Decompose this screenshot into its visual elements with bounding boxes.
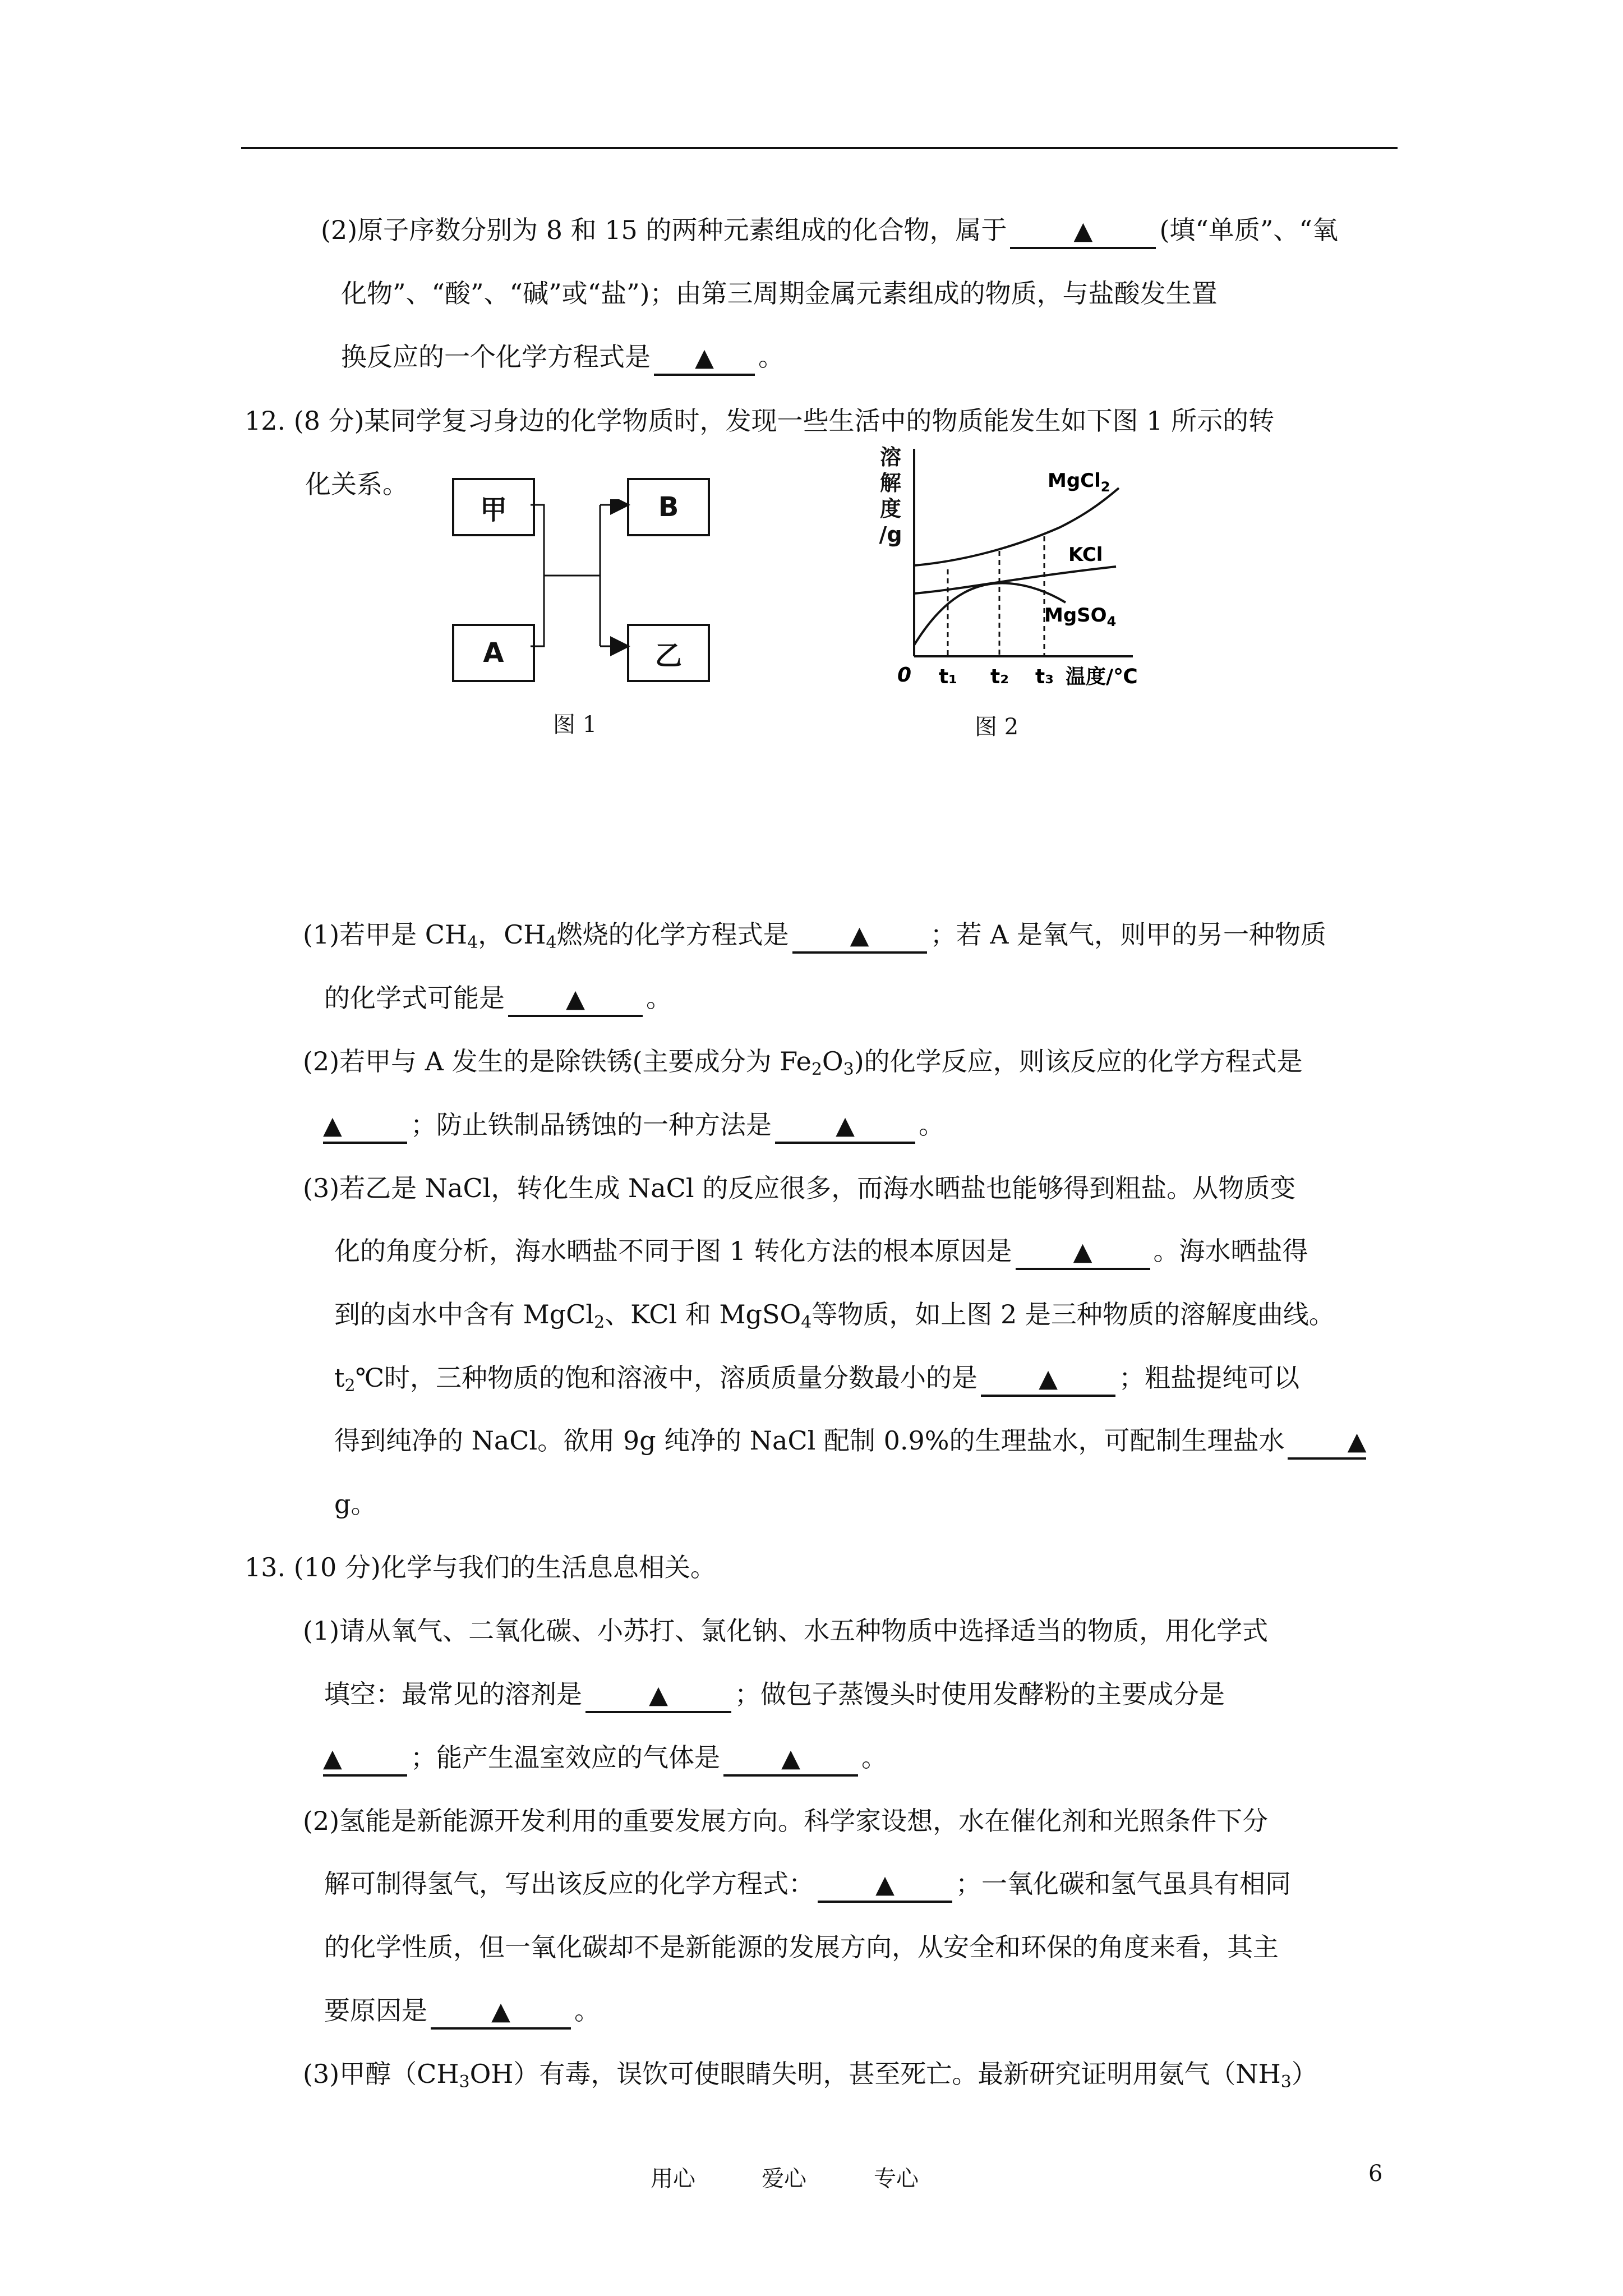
answer-blank[interactable]: ▲ [585,1678,731,1713]
q13-1-line2: 填空：最常见的溶剂是 ▲ ；做包子蒸馒头时使用发酵粉的主要成分是 [324,1677,1225,1713]
series-label-MgSO4: MgSO$_4$ [1044,604,1117,629]
ylabel-char: 解 [879,471,901,495]
box-A: A [452,624,535,682]
answer-blank[interactable]: ▲ [654,341,755,376]
header-rule [241,147,1398,149]
q13-2-line1: (2)氢能是新能源开发利用的重要发展方向。科学家设想，水在催化剂和光照条件下分 [303,1806,1269,1836]
answer-blank[interactable]: ▲ [323,1109,407,1144]
x-tick-t3: t₃ [1035,665,1054,688]
q13-2-line2: 解可制得氢气，写出该反应的化学方程式： ▲ ；一氧化碳和氢气虽具有相同 [324,1867,1291,1903]
solubility-chart [897,443,1155,696]
series-line-MgSO4 [914,583,1066,645]
answer-blank[interactable]: ▲ [792,919,927,954]
box-jia: 甲 [452,478,535,536]
series-label-KCl: KCl [1068,544,1103,566]
footer-word: 爱心 [762,2166,806,2192]
box-B: B [627,478,710,536]
answer-blank[interactable]: ▲ [1010,214,1156,249]
q12-3-line5: 得到纯净的 NaCl。欲用 9g 纯净的 NaCl 配制 0.9%的生理盐水，可配制生理盐水 ▲ [334,1424,1370,1460]
q12-header: 12. (8 分)某同学复习身边的化学物质时，发现一些生活中的物质能发生如下图 1 所示的转 [245,406,1275,436]
q13-2-line3: 的化学性质，但一氧化碳却不是新能源的发展方向，从安全和环保的角度来看，其主 [324,1932,1279,1962]
q11-2-line3: 换反应的一个化学方程式是 ▲ 。 [341,340,784,376]
answer-blank[interactable]: ▲ [323,1742,407,1777]
q13-2-line4: 要原因是 ▲ 。 [324,1994,600,2030]
answer-blank[interactable]: ▲ [431,1995,571,2030]
q11-2-line2: 化物”、“酸”、“碱”或“盐”)；由第三周期金属元素组成的物质，与盐酸发生置 [341,278,1218,309]
q11-2-line1: (2)原子序数分别为 8 和 15 的两种元素组成的化合物，属于 ▲ (填“单质”、“氧 [321,213,1338,249]
q12-1-line2: 的化学式可能是 ▲ 。 [324,981,672,1017]
answer-blank[interactable]: ▲ [775,1109,915,1144]
q12-1-line1: (1)若甲是 $CH_4$，$CH_4$燃烧的化学方程式是 ▲ ；若 A 是氧气，则甲的另一种物质 [303,919,1327,953]
q12-3-line6: g。 [334,1489,377,1519]
figure-1-caption: 图 1 [553,712,597,738]
ylabel-char: /g [879,522,902,547]
q13-header: 13. (10 分)化学与我们的生活息息相关。 [245,1552,716,1582]
answer-blank[interactable]: ▲ [723,1742,858,1777]
q13-3-line1: (3)甲醇$(CH_3OH)$有毒，误饮可使眼睛失明，甚至死亡。最新研究证明用氨气$(NH_3)$ [303,2059,1317,2092]
series-label-MgCl2: MgCl$_2$ [1048,470,1110,495]
q12-3-line2: 化的角度分析，海水晒盐不同于图 1 转化方法的根本原因是 ▲ 。海水晒盐得 [334,1234,1308,1270]
page-number: 6 [1368,2161,1383,2187]
footer-word: 用心 [651,2166,695,2192]
figure-2-caption: 图 2 [975,714,1019,740]
x-tick-t2: t₂ [990,665,1009,688]
q12-3-line3: 到的卤水中含有 MgCl$_2$、KCl 和 MgSO$_4$等物质，如上图 2 是三种物质的溶解度曲线。 [334,1299,1335,1332]
q13-1-line3: ▲ ；能产生温室效应的气体是 ▲ 。 [320,1741,887,1777]
answer-blank[interactable]: ▲ [508,982,643,1017]
x-tick-t1: t₁ [939,665,957,688]
q12-3-line4: $t_2℃$时，三种物质的饱和溶液中，溶质质量分数最小的是 ▲ ；粗盐提纯可以 [334,1363,1300,1396]
x-axis-label: 温度/℃ [1066,665,1138,688]
answer-blank[interactable]: ▲ [1288,1425,1366,1460]
q13-1-line1: (1)请从氧气、二氧化碳、小苏打、氯化钠、水五种物质中选择适当的物质，用化学式 [303,1616,1269,1646]
q12-2-line1: (2)若甲与 A 发生的是除铁锈(主要成分为 $Fe_2O_3$)的化学反应，则该反应的化学方程式是 [303,1046,1303,1079]
ylabel-char: 度 [879,496,901,521]
figure-1-connectors [531,499,631,656]
q12-2-line2: ▲ ；防止铁制品锈蚀的一种方法是 ▲ 。 [320,1108,944,1144]
q12-header-2: 化关系。 [305,469,408,499]
chart-origin: 0 [897,664,912,687]
q12-3-line1: (3)若乙是 NaCl，转化生成 NaCl 的反应很多，而海水晒盐也能够得到粗盐。从物质变 [303,1173,1296,1203]
series-line-KCl [914,567,1116,593]
answer-blank[interactable]: ▲ [981,1362,1115,1397]
answer-blank[interactable]: ▲ [818,1868,952,1903]
footer-word: 专心 [874,2166,919,2192]
answer-blank[interactable]: ▲ [1016,1235,1150,1270]
box-yi: 乙 [627,624,710,682]
ylabel-char: 溶 [879,445,901,470]
